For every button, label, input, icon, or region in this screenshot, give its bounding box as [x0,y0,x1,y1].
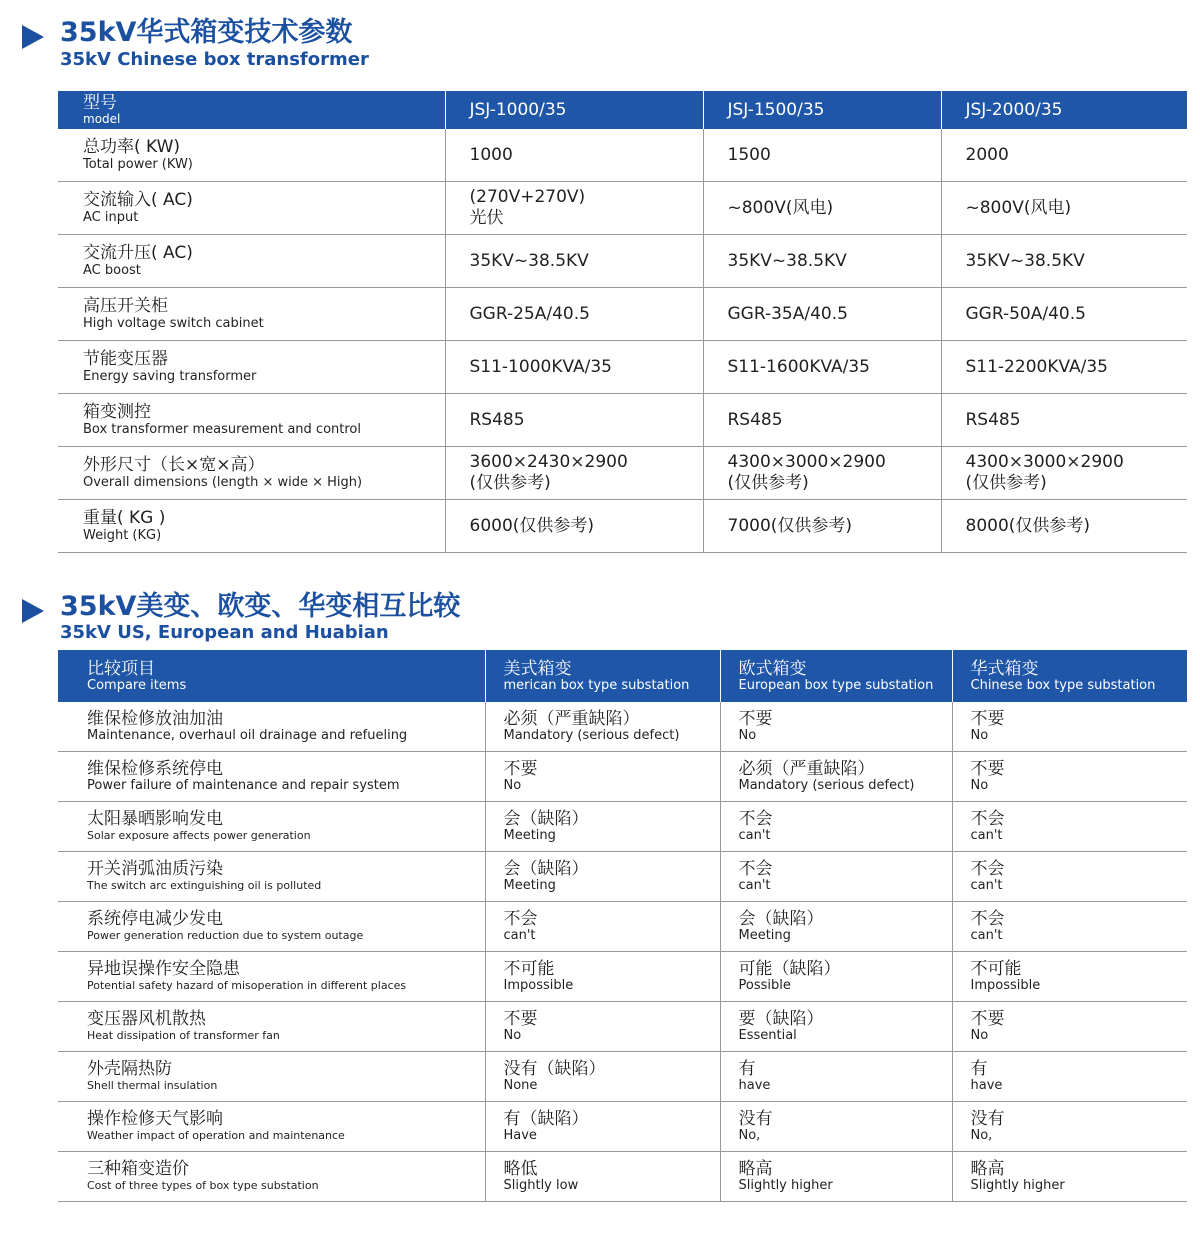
cell-value: 不要 No [952,1002,1187,1052]
table-row [58,1052,1187,1102]
table-row [58,447,1187,500]
table-row [58,902,1187,952]
row-label: 交流升压( AC) AC boost [58,235,445,288]
cell-value: ~800V(风电) [941,182,1187,235]
cell-value: 不要 No [485,752,720,802]
cell-value: 会（缺陷） Meeting [485,802,720,852]
header-compare-items: 比较项目 Compare items [58,650,485,702]
cell-value: 不会 can't [952,852,1187,902]
table-row [58,752,1187,802]
cell-value: GGR-35A/40.5 [703,288,941,341]
cell-value: 不会 can't [952,802,1187,852]
cell-value: 4300×3000×2900 (仅供参考) [941,447,1187,500]
triangle-bullet-icon [22,599,44,623]
table-row [58,952,1187,1002]
row-label: 三种箱变造价 Cost of three types of box type substation [58,1152,485,1202]
spec-table-header [58,91,1187,129]
row-label: 重量( KG ) Weight (KG) [58,500,445,553]
cell-value: 略高 Slightly higher [952,1152,1187,1202]
cell-value: 必须（严重缺陷） Mandatory (serious defect) [720,752,952,802]
row-label: 变压器风机散热 Heat dissipation of transformer fan [58,1002,485,1052]
table-row [58,1102,1187,1152]
cell-value: RS485 [941,394,1187,447]
triangle-bullet-icon [22,25,44,49]
cell-value: 有 have [952,1052,1187,1102]
cell-value: 6000(仅供参考) [445,500,703,553]
cell-value: 不会 can't [485,902,720,952]
cell-value: 没有 No, [720,1102,952,1152]
table-row [58,500,1187,553]
row-label: 维保检修放油加油 Maintenance, overhaul oil drainage and refueling [58,702,485,752]
compare-table-header [58,650,1187,702]
cell-value: 有（缺陷） Have [485,1102,720,1152]
table-row [58,702,1187,752]
header-european-type: 欧式箱变 European box type substation [720,650,952,702]
cell-value: 略低 Slightly low [485,1152,720,1202]
cell-value: 2000 [941,129,1187,182]
cell-value: 有 have [720,1052,952,1102]
cell-value: 不要 No [952,752,1187,802]
cell-value: GGR-50A/40.5 [941,288,1187,341]
cell-value: 不可能 Impossible [952,952,1187,1002]
header-model-1: JSJ-1000/35 [445,91,703,129]
cell-value: 没有（缺陷） None [485,1052,720,1102]
section-1-title: 35kV华式箱变技术参数 [60,17,353,48]
spec-table [58,91,1187,553]
section-2-subtitle: 35kV US, European and Huabian [60,622,389,643]
cell-value: 35KV~38.5KV [703,235,941,288]
table-row [58,235,1187,288]
cell-value: 7000(仅供参考) [703,500,941,553]
table-row [58,1152,1187,1202]
row-label: 开关消弧油质污染 The switch arc extinguishing oil is polluted [58,852,485,902]
cell-value: 不要 No [485,1002,720,1052]
cell-value: ~800V(风电) [703,182,941,235]
cell-value: 不可能 Impossible [485,952,720,1002]
cell-value: S11-2200KVA/35 [941,341,1187,394]
header-model-label: 型号 model [58,91,445,129]
row-label: 总功率( KW) Total power (KW) [58,129,445,182]
section-2-title: 35kV美变、欧变、华变相互比较 [60,591,461,622]
row-label: 外壳隔热防 Shell thermal insulation [58,1052,485,1102]
cell-value: 35KV~38.5KV [941,235,1187,288]
row-label: 太阳暴晒影响发电 Solar exposure affects power generation [58,802,485,852]
cell-value: 不会 can't [952,902,1187,952]
cell-value: 1000 [445,129,703,182]
cell-value: 1500 [703,129,941,182]
cell-value: 略高 Slightly higher [720,1152,952,1202]
cell-value: 3600×2430×2900 (仅供参考) [445,447,703,500]
compare-table [58,650,1187,1202]
header-model-2: JSJ-1500/35 [703,91,941,129]
table-row [58,182,1187,235]
cell-value: 8000(仅供参考) [941,500,1187,553]
table-row [58,341,1187,394]
cell-value: 没有 No, [952,1102,1187,1152]
row-label: 箱变测控 Box transformer measurement and control [58,394,445,447]
row-label: 操作检修天气影响 Weather impact of operation and maintenance [58,1102,485,1152]
cell-value: GGR-25A/40.5 [445,288,703,341]
row-label: 节能变压器 Energy saving transformer [58,341,445,394]
cell-value: S11-1600KVA/35 [703,341,941,394]
row-label: 交流输入( AC) AC input [58,182,445,235]
header-model-3: JSJ-2000/35 [941,91,1187,129]
cell-value: 会（缺陷） Meeting [720,902,952,952]
cell-value: 不要 No [720,702,952,752]
header-chinese-type: 华式箱变 Chinese box type substation [952,650,1187,702]
cell-value: 不要 No [952,702,1187,752]
cell-value: 要（缺陷） Essential [720,1002,952,1052]
cell-value: 4300×3000×2900 (仅供参考) [703,447,941,500]
cell-value: 会（缺陷） Meeting [485,852,720,902]
cell-value: 不会 can't [720,852,952,902]
cell-value: 必须（严重缺陷） Mandatory (serious defect) [485,702,720,752]
cell-value: 可能（缺陷） Possible [720,952,952,1002]
table-row [58,1002,1187,1052]
cell-value: 35KV~38.5KV [445,235,703,288]
row-label: 维保检修系统停电 Power failure of maintenance and repair system [58,752,485,802]
table-row [58,129,1187,182]
cell-value: 不会 can't [720,802,952,852]
cell-value: RS485 [703,394,941,447]
row-label: 异地误操作安全隐患 Potential safety hazard of misoperation in different places [58,952,485,1002]
row-label: 高压开关柜 High voltage switch cabinet [58,288,445,341]
cell-value: S11-1000KVA/35 [445,341,703,394]
cell-value: (270V+270V) 光伏 [445,182,703,235]
row-label: 外形尺寸（长×宽×高） Overall dimensions (length × wide × High) [58,447,445,500]
table-row [58,288,1187,341]
table-row [58,394,1187,447]
row-label: 系统停电减少发电 Power generation reduction due to system outage [58,902,485,952]
table-row [58,802,1187,852]
table-row [58,852,1187,902]
cell-value: RS485 [445,394,703,447]
section-1-subtitle: 35kV Chinese box transformer [60,49,369,70]
header-us-type: 美式箱变 merican box type substation [485,650,720,702]
